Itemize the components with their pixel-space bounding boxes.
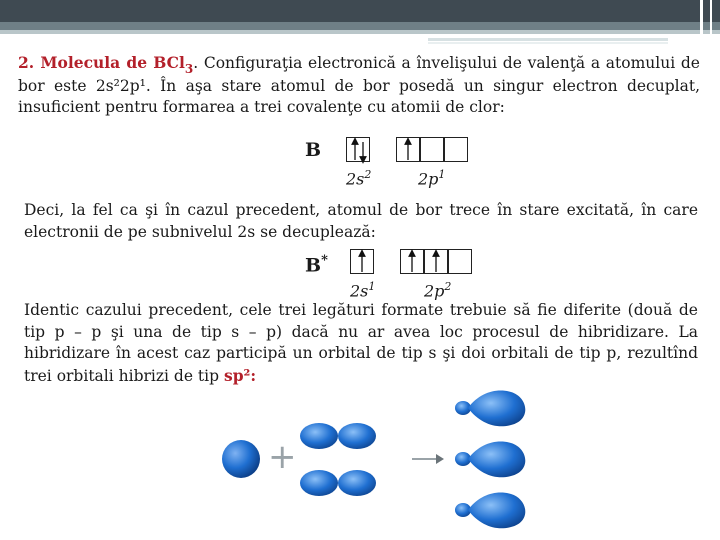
intro-line: . Configuraţia electronică a învelişului de valenţă a atomului de [193,54,700,72]
sp2-highlight: sp² [223,365,251,385]
sp2-hybrid-orbital [455,391,525,427]
sp2-hybrid-orbital [455,493,525,529]
hybridization-paragraph: Identic cazului precedent, cele trei legături formate trebuie să fie diferite (două de tip p – p şi una de tip s – p) dacă nu ar avea loc procesul de hibridizare. La hibridizare în acest caz participă un orbital de tip s şi doi orbitali de tip p, rezultînd trei orbitali hibrizi de tip sp²: [24,301,698,385]
atom-label-b-excited: B* [305,253,328,277]
section-heading: 2. Molecula de BCl$_3$ [18,53,194,76]
p-orbital [300,470,376,496]
intro-line: bor este 2s²2p¹. În aşa stare atomul de bor posedă un singur electron decuplat, [18,76,700,95]
sp2-hybrid-orbital [455,442,525,478]
reaction-arrow [412,454,444,464]
electron-arrows-b-excited [362,253,436,272]
subshell-label-2p: $2p^2$ [424,280,452,301]
atom-label-b: B [305,139,322,161]
intro-line: insuficient pentru formarea a trei covalenţe cu atomii de clor: [18,98,505,116]
p-orbital [300,423,376,449]
plus-sign: + [268,437,297,477]
subshell-label-2s: $2s^1$ [350,280,376,301]
subshell-label-2p: $2p^1$ [418,168,446,189]
excitation-paragraph: Deci, la fel ca şi în cazul precedent, atomul de bor trece în stare excitată, în care electronii de pe subnivelul 2s se decuplează: [24,201,698,241]
s-orbital [222,440,260,478]
subshell-label-2s: $2s^2$ [346,168,372,189]
electron-arrows-b [355,141,408,160]
